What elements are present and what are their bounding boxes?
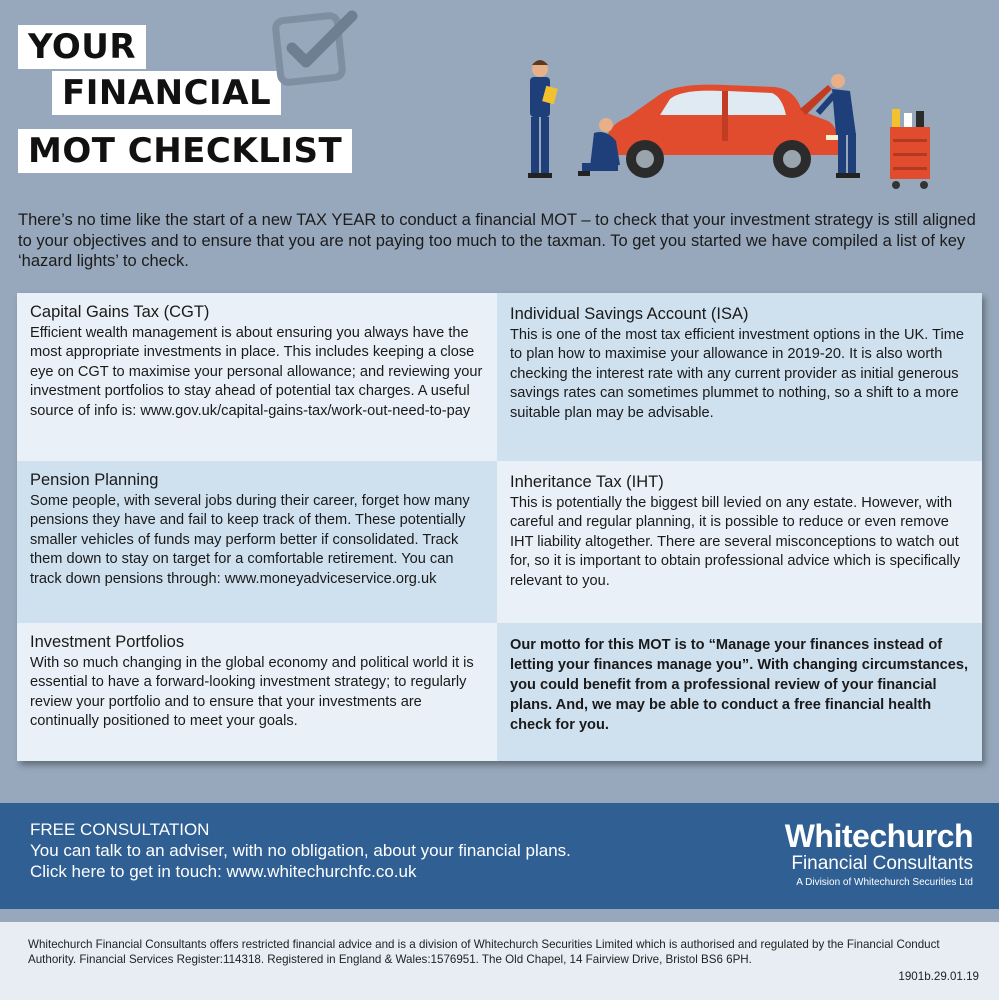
title-line-1: YOUR: [18, 25, 146, 69]
checkbox-tick-icon: [268, 4, 364, 96]
section-heading: Capital Gains Tax (CGT): [30, 303, 210, 321]
section-cgt: [17, 293, 497, 461]
brand-subtitle: Financial Consultants: [791, 853, 973, 874]
car-illustration: [605, 85, 839, 178]
mechanic-clipboard-figure: [528, 60, 558, 178]
consultation-link[interactable]: Click here to get in touch: www.whitechurchfc.co.uk: [30, 862, 417, 881]
section-investment: [17, 623, 497, 761]
section-heading: Inheritance Tax (IHT): [510, 473, 664, 491]
checklist-grid: [17, 293, 982, 761]
section-heading: Individual Savings Account (ISA): [510, 305, 749, 323]
section-body: Some people, with several jobs during their career, forget how many pensions they have and fail to keep track of them. These potentially smaller vehicles of funds may perform better if consolidated. Track them down to stay on target for a comfortable retirement. You can track down pensions through: www.moneyadviceservice.org.uk: [30, 492, 470, 587]
section-body: This is one of the most tax efficient investment options in the UK. Time to plan how to maximise your allowance in 2019-20. It is also worth checking the interest rate with any current provider as initial generous savings rates can sometimes plummet to nothing, so a shift to a more suitable plan may be advisable.: [510, 326, 964, 421]
brand-tagline: A Division of Whitechurch Securities Ltd: [796, 877, 973, 888]
motto-text: Our motto for this MOT is to “Manage your finances instead of letting your finances manage you”. With changing circumstances, you could benefit from a professional review of your financial plans. And, we may be able to conduct a free financial health check for you.: [497, 623, 982, 761]
car-mechanics-illustration: [510, 55, 950, 195]
section-body: This is potentially the biggest bill levied on any estate. However, with careful and regular planning, it is possible to reduce or even remove IHT liability altogether. There are several misconceptions to watch out for, so it is important to obtain professional advice which is specifically relevant to you.: [510, 494, 961, 589]
section-pension: [17, 461, 497, 623]
section-heading: Pension Planning: [30, 471, 159, 489]
disclaimer-text: Whitechurch Financial Consultants offers restricted financial advice and is a division of Whitechurch Securities Limited which is authorised and regulated by the Financial Conduct Authority. Financial Services Register:114318. Registered in England & Wales:1576951. The Old Chapel, 14 Fairview Drive, Bristol BS6 6PH.: [28, 938, 940, 966]
consultation-heading: FREE CONSULTATION: [30, 820, 210, 839]
footer-disclaimer: [0, 922, 999, 1000]
consultation-cta[interactable]: [30, 819, 571, 882]
tool-cart-illustration: [890, 109, 930, 189]
brand-name: Whitechurch: [784, 818, 973, 854]
section-body: Efficient wealth management is about ensuring you always have the most appropriate investments in place. This includes keeping a close eye on CGT to maximise your personal allowance; and reviewing your investment portfolios to stay ahead of potential tax charges. A useful source of info is: www.gov.uk/capital-gains-tax/work-out-need-to-pay: [30, 324, 483, 419]
consultation-banner[interactable]: [0, 803, 999, 909]
document-reference: 1901b.29.01.19: [898, 970, 979, 983]
consultation-line-1: You can talk to an adviser, with no obligation, about your financial plans.: [30, 841, 571, 860]
title-line-3: MOT CHECKLIST: [18, 129, 352, 173]
section-iht: [497, 461, 982, 623]
section-isa: [497, 293, 982, 461]
intro-paragraph: There’s no time like the start of a new TAX YEAR to conduct a financial MOT – to check that your investment strategy is still aligned to your objectives and to ensure that you are not paying too much to the taxman. To get you started we have compiled a list of key ‘hazard lights’ to check.: [18, 211, 976, 270]
brand-logo: [785, 819, 973, 891]
section-body: With so much changing in the global economy and political world it is essential to have a forward-looking investment strategy; to regularly review your portfolio and to ensure that your investments are continually positioned to meet your goals.: [30, 654, 474, 730]
section-heading: Investment Portfolios: [30, 633, 185, 651]
title-line-2: FINANCIAL: [52, 71, 281, 115]
